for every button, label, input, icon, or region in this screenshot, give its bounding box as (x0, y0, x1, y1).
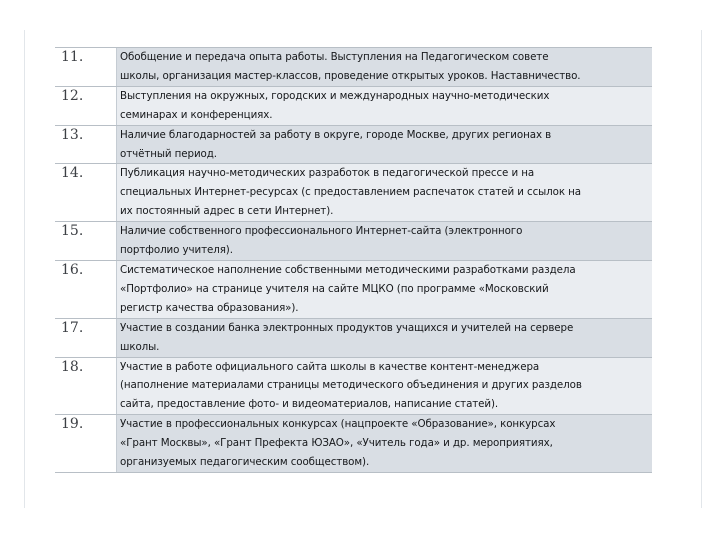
table-row (55, 318, 652, 357)
row-text: Наличие благодарностей за работу в округе, городе Москве, других регионах в отчётный период. (116, 126, 652, 164)
row-number: 13. (61, 126, 84, 143)
row-text: Систематическое наполнение собственными методическими разработками раздела «Портфолио» на странице учителя на сайте МЦКО (по программе «Московский регистр качества образования»). (116, 261, 652, 318)
row-text: Участие в профессиональных конкурсах (нацпроекте «Образование», конкурсах «Грант Москвы», «Грант Префекта ЮЗАО», «Учитель года» и др. мероприятиях, организуемых педагогическим сообществом). (116, 415, 652, 472)
table-row (55, 357, 652, 415)
row-number: 12. (61, 87, 84, 104)
row-text: Наличие собственного профессионального Интернет-сайта (электронного портфолио учителя). (116, 222, 652, 260)
table-row (55, 125, 652, 164)
row-text: Публикация научно-методических разработок в педагогической прессе и на специальных Интернет-ресурсах (с предоставлением распечаток статей и ссылок на их постоянный адрес в сети Интернет). (116, 164, 652, 221)
row-number: 17. (61, 319, 84, 336)
row-number: 19. (61, 416, 84, 433)
row-number: 18. (61, 358, 84, 375)
row-number: 16. (61, 261, 84, 278)
table-row (55, 221, 652, 260)
table-row (55, 86, 652, 125)
row-number: 15. (61, 223, 84, 240)
table-row (55, 47, 652, 86)
row-text: Участие в работе официального сайта школы в качестве контент-менеджера (наполнение материалами страницы методического объединения и других разделов сайта, предоставление фото- и видеоматериалов, написание статей). (116, 358, 652, 415)
table-row (55, 260, 652, 318)
row-number: 14. (61, 165, 84, 182)
row-text: Участие в создании банка электронных продуктов учащихся и учителей на сервере школы. (116, 319, 652, 357)
table-row (55, 163, 652, 221)
row-text: Обобщение и передача опыта работы. Выступления на Педагогическом совете школы, организация мастер-классов, проведение открытых уроков. Наставничество. (116, 48, 652, 86)
table-row (55, 414, 652, 473)
row-text: Выступления на окружных, городских и международных научно-методических семинарах и конференциях. (116, 87, 652, 125)
criteria-table (55, 47, 652, 473)
row-number: 11. (61, 49, 84, 65)
